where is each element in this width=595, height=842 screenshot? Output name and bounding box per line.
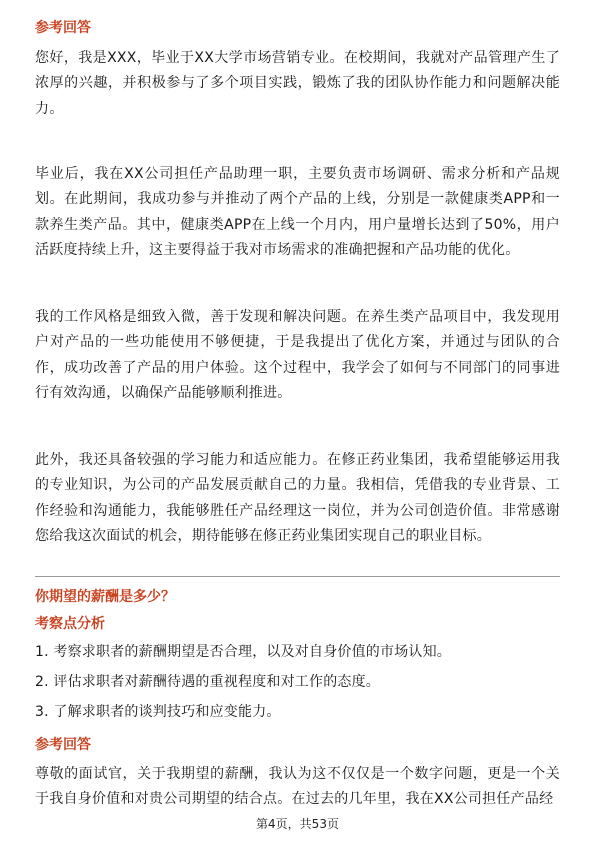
answer-paragraph-3 xyxy=(35,305,560,406)
analysis-item-3 xyxy=(35,702,560,722)
paragraph-text: 毕业后，我在XX公司担任产品助理一职，主要负责市场调研、需求分析和产品规划。在此期间，我成功参与并推动了两个产品的上线，分别是一款健康类APP和一款养生类产品。其中，健康类APP在上线一个月内，用户量增长达到了50%，用户活跃度持续上升，这主要得益于我对市场需求的准确把握和产品功能的优化。 xyxy=(35,166,560,258)
question-text: 你期望的薪酬是多少？ xyxy=(35,589,175,605)
answer-paragraph-2 xyxy=(35,162,560,263)
answer-paragraph-1 xyxy=(35,46,560,122)
list-item: 2. 评估求职者对薪酬待遇的重视程度和对工作的态度。 xyxy=(35,674,381,690)
paragraph-text: 尊敬的面试官，关于我期望的薪酬，我认为这不仅仅是一个数字问题，更是一个关于我自身价值和对贵公司期望的结合点。在过去的几年里，我在XX公司担任产品经 xyxy=(35,766,560,808)
answer-paragraph-4 xyxy=(35,448,560,549)
list-item: 1. 考察求职者的薪酬期望是否合理，以及对自身价值的市场认知。 xyxy=(35,644,452,660)
section-heading: 考察点分析 xyxy=(35,616,105,632)
reference-answer-heading xyxy=(35,18,91,38)
section-divider xyxy=(35,576,560,577)
analysis-heading xyxy=(35,614,105,634)
section-heading: 参考回答 xyxy=(35,20,91,36)
analysis-item-1 xyxy=(35,642,560,662)
list-item: 3. 了解求职者的谈判技巧和应变能力。 xyxy=(35,704,281,720)
page-footer xyxy=(0,815,595,832)
paragraph-text: 我的工作风格是细致入微，善于发现和解决问题。在养生类产品项目中，我发现用户对产品的一些功能使用不够便捷，于是我提出了优化方案，并通过与团队的合作，成功改善了产品的用户体验。这个过程中，我学会了如何与不同部门的同事进行有效沟通，以确保产品能够顺利推进。 xyxy=(35,309,560,401)
paragraph-text: 您好，我是XXX，毕业于XX大学市场营销专业。在校期间，我就对产品管理产生了浓厚的兴趣，并积极参与了多个项目实践，锻炼了我的团队协作能力和问题解决能力。 xyxy=(35,50,560,117)
analysis-item-2 xyxy=(35,672,560,692)
paragraph-text: 此外，我还具备较强的学习能力和适应能力。在修正药业集团，我希望能够运用我的专业知识，为公司的产品发展贡献自己的力量。我相信，凭借我的专业背景、工作经验和沟通能力，我能够胜任产品经理这一岗位，并为公司创造价值。非常感谢您给我这次面试的机会，期待能够在修正药业集团实现自己的职业目标。 xyxy=(35,452,560,544)
page-number: 第4页，共53页 xyxy=(256,817,339,831)
answer-heading xyxy=(35,735,91,755)
question-title xyxy=(35,587,175,607)
answer-paragraph-5 xyxy=(35,762,560,813)
section-heading: 参考回答 xyxy=(35,737,91,753)
